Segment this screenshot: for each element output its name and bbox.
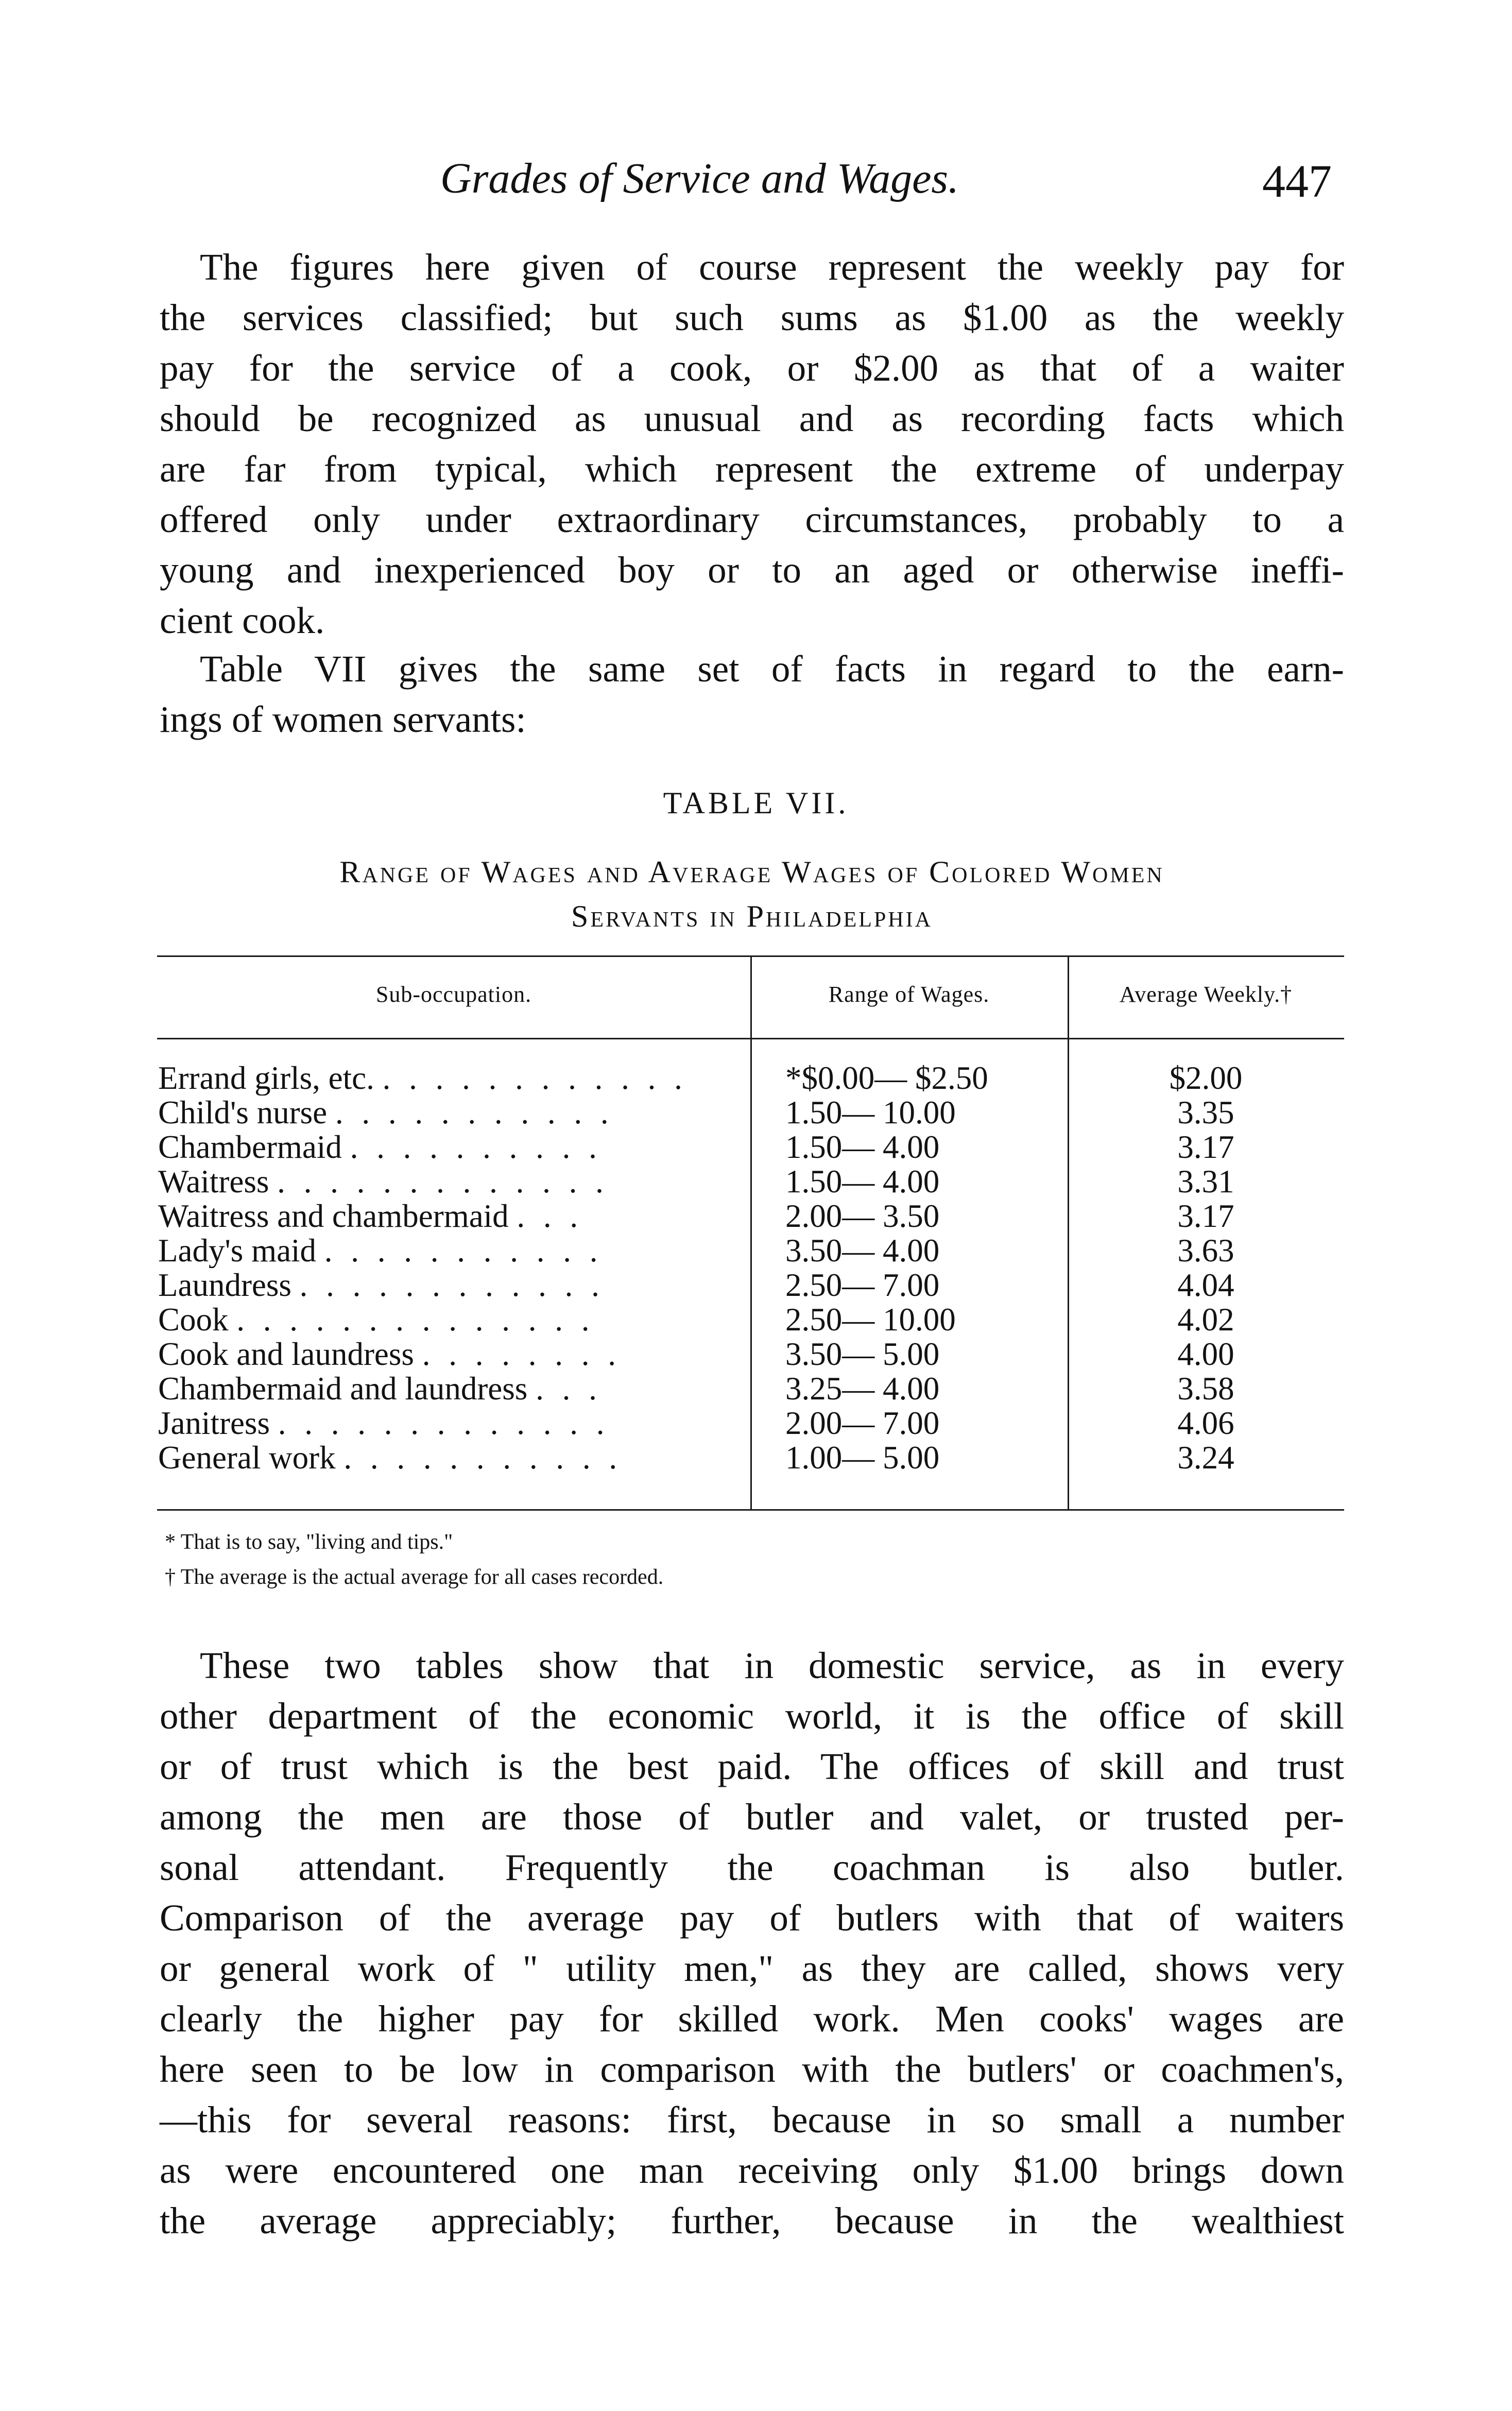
cell-occupation	[158, 1061, 735, 1096]
text-line: other department of the economic world, it is the office of skill	[160, 1695, 1344, 1737]
cell-range: 1.50— 4.00	[785, 1129, 940, 1165]
text-line: cient cook.	[160, 600, 325, 641]
text-line: sonal attendant. Frequently the coachman is also butler.	[160, 1846, 1344, 1888]
cell-occupation	[158, 1441, 735, 1475]
text-line: or general work of " utility men," as they are called, shows very	[160, 1947, 1344, 1989]
leader-dots: . . . . . . . .	[422, 1337, 621, 1372]
cell-average: 4.06	[1177, 1405, 1234, 1441]
occupation-text: Chambermaid and laundress	[158, 1372, 528, 1406]
cell-average: 3.31	[1177, 1164, 1234, 1200]
table-row	[157, 1303, 1344, 1337]
paragraph	[160, 1640, 1344, 2246]
occupation-text: General work	[158, 1441, 336, 1475]
table-row	[157, 1096, 1344, 1130]
text-line: the services classified; but such sums as $1.00 as the weekly	[160, 297, 1344, 338]
cell-occupation	[158, 1096, 735, 1130]
cell-average: 3.63	[1177, 1233, 1234, 1269]
cell-occupation	[158, 1268, 735, 1303]
occupation-text: Lady's maid	[158, 1234, 317, 1268]
paragraph	[160, 242, 1344, 646]
cell-occupation	[158, 1406, 735, 1441]
table-intro-paragraph	[160, 644, 1344, 745]
table-row	[157, 1337, 1344, 1372]
text-line: are far from typical, which represent the extreme of underpay	[160, 448, 1344, 490]
text-line: pay for the service of a cook, or $2.00 as that of a waiter	[160, 347, 1344, 389]
cell-occupation	[158, 1165, 735, 1199]
cell-average: 4.00	[1177, 1336, 1234, 1372]
table-row	[157, 1441, 1344, 1475]
cell-range: 1.00— 5.00	[785, 1440, 940, 1476]
cell-range: 1.50— 10.00	[785, 1095, 956, 1131]
footnote: * That is to say, "living and tips."	[165, 1530, 453, 1554]
table-row	[157, 1268, 1344, 1303]
cell-range: 2.00— 3.50	[785, 1198, 940, 1234]
cell-range: 2.50— 10.00	[785, 1302, 956, 1338]
table-footnotes	[165, 1525, 1298, 1595]
cell-average: 4.04	[1177, 1267, 1234, 1303]
text-line: clearly the higher pay for skilled work. Men cooks' wages are	[160, 1998, 1344, 2040]
leader-dots: . . . . . . . . . . .	[324, 1234, 603, 1268]
occupation-text: Janitress	[158, 1406, 270, 1441]
text-line: Comparison of the average pay of butlers with that of waiters	[160, 1897, 1344, 1939]
text-line: here seen to be low in comparison with the butlers' or coachmen's,	[160, 2048, 1344, 2090]
occupation-text: Cook and laundress	[158, 1337, 414, 1372]
leader-dots: . . . . . . . . . . . .	[382, 1061, 688, 1096]
cell-occupation	[158, 1234, 735, 1268]
leader-dots: . . . . . . . . . . . .	[299, 1268, 605, 1303]
table-subtitle-line: Servants in Philadelphia	[571, 899, 933, 933]
cell-range: 2.00— 7.00	[785, 1405, 940, 1441]
cell-average: 3.17	[1177, 1198, 1234, 1234]
closing-paragraph	[160, 1640, 1344, 2246]
occupation-text: Chambermaid	[158, 1130, 342, 1165]
text-line: —this for several reasons: first, because in so small a number	[160, 2099, 1344, 2141]
cell-average: $2.00	[1169, 1060, 1243, 1096]
cell-range: 3.50— 4.00	[785, 1233, 940, 1269]
occupation-text: Errand girls, etc.	[158, 1061, 374, 1096]
text-line: offered only under extraordinary circumstances, probably to a	[160, 499, 1344, 540]
cell-occupation	[158, 1130, 735, 1165]
leader-dots: . . .	[536, 1372, 602, 1406]
table-caption: TABLE VII.	[663, 786, 849, 820]
cell-occupation	[158, 1303, 735, 1337]
table-row	[157, 1061, 1344, 1096]
page-number: 447	[1262, 156, 1332, 207]
running-head	[0, 150, 1512, 217]
occupation-text: Waitress	[158, 1165, 269, 1199]
occupation-text: Child's nurse	[158, 1096, 328, 1130]
cell-range: 3.25— 4.00	[785, 1371, 940, 1407]
leader-dots: . . . . . . . . . . . . . .	[236, 1303, 595, 1337]
cell-average: 3.17	[1177, 1129, 1234, 1165]
leader-dots: . . .	[517, 1199, 583, 1234]
text-line: among the men are those of butler and valet, or trusted per-	[160, 1796, 1344, 1838]
occupation-text: Laundress	[158, 1268, 291, 1303]
text-line: ings of women servants:	[160, 698, 526, 740]
cell-range: 3.50— 5.00	[785, 1336, 940, 1372]
leader-dots: . . . . . . . . . . .	[335, 1096, 614, 1130]
text-line: Table VII gives the same set of facts in regard to the earn-	[200, 648, 1344, 690]
text-line: These two tables show that in domestic service, as in every	[200, 1645, 1344, 1686]
intro-paragraph	[160, 242, 1344, 646]
footnote: † The average is the actual average for all cases recorded.	[165, 1565, 664, 1589]
table-row	[157, 1234, 1344, 1268]
cell-average: 3.24	[1177, 1440, 1234, 1476]
leader-dots: . . . . . . . . . . .	[343, 1441, 623, 1475]
cell-occupation	[158, 1372, 735, 1406]
cell-range: 2.50— 7.00	[785, 1267, 940, 1303]
leader-dots: . . . . . . . . . . . . .	[278, 1406, 610, 1441]
cell-occupation	[158, 1199, 735, 1234]
table-bottom-rule	[157, 1509, 1344, 1511]
cell-average: 4.02	[1177, 1302, 1234, 1338]
table-row	[157, 1165, 1344, 1199]
cell-average: 3.58	[1177, 1371, 1234, 1407]
header-average: Average Weekly.†	[1119, 982, 1293, 1007]
occupation-text: Cook	[158, 1303, 229, 1337]
table-row	[157, 1130, 1344, 1165]
text-line: as were encountered one man receiving only $1.00 brings down	[160, 2149, 1344, 2191]
text-line: The figures here given of course represent the weekly pay for	[200, 246, 1344, 288]
text-line: should be recognized as unusual and as recording facts which	[160, 398, 1344, 439]
header-range: Range of Wages.	[828, 982, 990, 1007]
table-row	[157, 1406, 1344, 1441]
cell-range: *$0.00— $2.50	[785, 1060, 988, 1096]
leader-dots: . . . . . . . . . . . . .	[277, 1165, 609, 1199]
text-line: young and inexperienced boy or to an aged or otherwise ineffi-	[160, 549, 1344, 591]
leader-dots: . . . . . . . . . .	[350, 1130, 602, 1165]
cell-occupation	[158, 1337, 735, 1372]
table-row	[157, 1372, 1344, 1406]
table-subtitle-line: Range of Wages and Average Wages of Colored Women	[339, 855, 1164, 889]
paragraph	[160, 644, 1344, 745]
text-line: the average appreciably; further, because in the wealthiest	[160, 2200, 1344, 2242]
occupation-text: Waitress and chambermaid	[158, 1199, 509, 1234]
cell-average: 3.35	[1177, 1095, 1234, 1131]
running-title: Grades of Service and Wages.	[440, 155, 959, 202]
header-sub-occupation: Sub-occupation.	[375, 982, 532, 1007]
table-subtitle	[160, 850, 1344, 938]
table-row	[157, 1199, 1344, 1234]
cell-range: 1.50— 4.00	[785, 1164, 940, 1200]
text-line: or of trust which is the best paid. The offices of skill and trust	[160, 1746, 1344, 1787]
